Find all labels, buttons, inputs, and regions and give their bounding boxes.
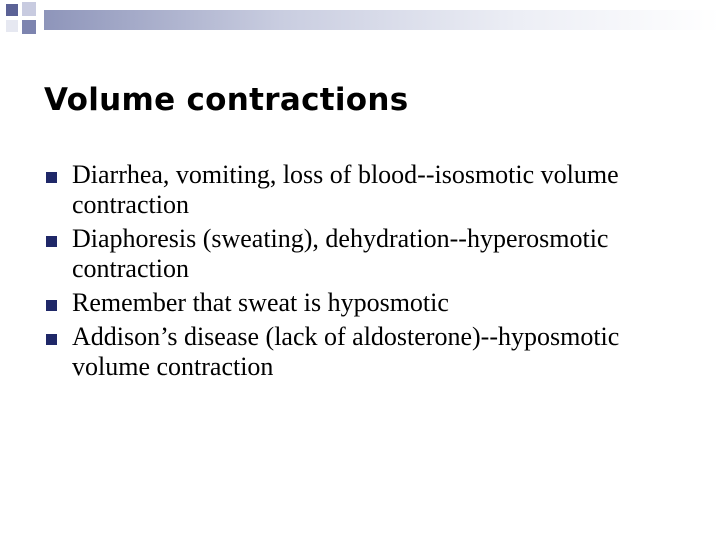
square-bullet-icon (46, 334, 57, 345)
bullet-item (38, 288, 678, 318)
header-decoration (0, 0, 720, 40)
square-bullet-icon (46, 236, 57, 247)
decor-square-dark (6, 4, 18, 16)
bullet-text: Diarrhea, vomiting, loss of blood--isosmotic volume contraction (72, 160, 619, 219)
square-bullet-icon (46, 172, 57, 183)
bullet-text: Addison’s disease (lack of aldosterone)--hyposmotic volume contraction (72, 322, 620, 381)
decor-square-pale (6, 20, 18, 32)
square-bullet-icon (46, 300, 57, 311)
bullet-item (38, 322, 678, 382)
bullet-item (38, 224, 678, 284)
bullet-text: Remember that sweat is hyposmotic (72, 288, 449, 317)
bullet-text: Diaphoresis (sweating), dehydration--hyperosmotic contraction (72, 224, 609, 283)
header-gradient-bar (44, 10, 720, 30)
decor-square-mid (22, 20, 36, 34)
bullet-item (38, 160, 678, 220)
bullet-list (38, 160, 678, 386)
decor-square-light (22, 2, 36, 16)
slide-title: Volume contractions (44, 82, 409, 118)
